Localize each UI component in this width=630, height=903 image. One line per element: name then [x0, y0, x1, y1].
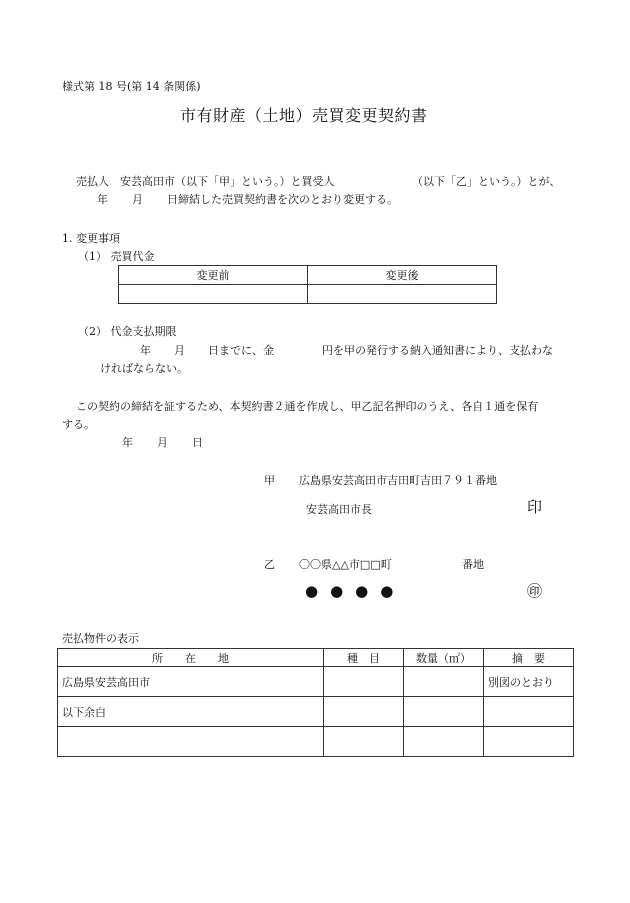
col-header-quantity: 数量（㎡）	[404, 649, 484, 667]
col-header-category: 種 目	[324, 649, 404, 667]
party-a-name: 安芸高田市長	[306, 503, 372, 516]
cell-quantity	[404, 667, 484, 697]
intro-seller: 売払人 安芸高田市（以下「甲」という。）と買受人	[76, 175, 335, 188]
after-price-cell	[308, 285, 497, 304]
closing-year: 年	[122, 436, 133, 449]
party-b-label: 乙	[264, 558, 275, 571]
intro-date-month: 月	[132, 193, 143, 206]
closing-month: 月	[157, 436, 168, 449]
item2-text: 日までに、金	[208, 344, 274, 357]
table-row	[58, 697, 574, 727]
cell-remarks	[484, 727, 574, 757]
cell-remarks: 別図のとおり	[484, 667, 574, 697]
party-b-address-suffix: 番地	[462, 558, 484, 571]
cell-quantity	[404, 697, 484, 727]
table-row	[58, 727, 574, 757]
cell-category	[324, 727, 404, 757]
party-a-seal: 印	[527, 498, 543, 516]
closing-line1: この契約の締結を証するため、本契約書２通を作成し、甲乙記名押印のうえ、各自１通を保有	[76, 400, 539, 413]
form-number: 様式第 18 号(第 14 条関係)	[62, 80, 201, 93]
property-caption: 売払物件の表示	[62, 632, 139, 645]
price-change-table	[118, 265, 497, 304]
cell-location: 広島県安芸高田市	[58, 667, 324, 697]
party-a-label: 甲	[264, 474, 275, 487]
cell-location: 以下余白	[58, 697, 324, 727]
party-b-address: 〇〇県△△市□□町	[299, 558, 392, 571]
intro-date-year: 年	[97, 193, 108, 206]
document-title: 市有財産（土地）売買変更契約書	[180, 106, 428, 125]
cell-quantity	[404, 727, 484, 757]
property-table	[57, 648, 574, 757]
closing-line2: する。	[62, 418, 95, 431]
col-header-remarks: 摘 要	[484, 649, 574, 667]
col-header-location: 所 在 地	[58, 649, 324, 667]
intro-buyer-suffix: （以下「乙」という。）とが、	[412, 175, 561, 188]
closing-day: 日	[192, 436, 203, 449]
party-b-name: ●●●●	[305, 582, 406, 600]
section-heading: 1. 変更事項	[62, 232, 120, 245]
table-header-before: 変更前	[119, 266, 308, 285]
item2-month: 月	[174, 344, 185, 357]
item2-label: （2） 代金支払期限	[78, 325, 177, 338]
table-row	[58, 667, 574, 697]
intro-text: 日締結した売買契約書を次のとおり変更する。	[167, 193, 398, 206]
party-a-address: 広島県安芸高田市吉田町吉田７９１番地	[299, 474, 497, 487]
before-price-cell	[119, 285, 308, 304]
party-b-seal: ㊞	[527, 582, 543, 600]
cell-category	[324, 667, 404, 697]
item2-year: 年	[140, 344, 151, 357]
item2-line2: ければならない。	[100, 362, 188, 375]
cell-remarks	[484, 697, 574, 727]
table-header-after: 変更後	[308, 266, 497, 285]
item1-label: （1） 売買代金	[78, 250, 155, 263]
cell-location	[58, 727, 324, 757]
item2-text2: 円を甲の発行する納入通知書により、支払わな	[322, 344, 553, 357]
cell-category	[324, 697, 404, 727]
